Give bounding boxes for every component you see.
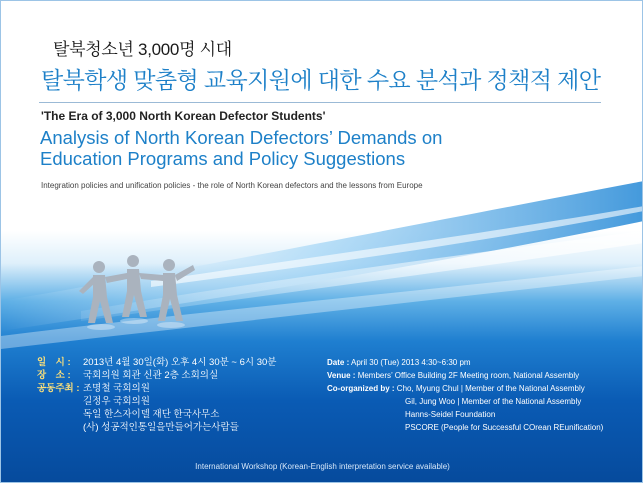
english-coorg-item: Gil, Jung Woo | Member of the National Assembly: [405, 397, 582, 406]
english-description: Integration policies and unification policies - the role of North Korean defectors and the lessons from Europe: [41, 181, 423, 190]
english-title-line1: Analysis of North Korean Defectors’ Demands on: [40, 127, 443, 148]
english-title-line2: Education Programs and Policy Suggestions: [40, 148, 406, 169]
korean-host-item: (사) 성공적인통일을만들어가는사람들: [83, 422, 239, 433]
korean-date-value: 2013년 4월 30일(화) 오후 4시 30분 ~ 6시 30분: [83, 357, 277, 368]
korean-host-item: 독일 한스자이델 재단 한국사무소: [83, 409, 220, 420]
korean-host-item: 조명철 국회의원: [83, 383, 150, 394]
people-holding-hands-icon: [71, 253, 201, 333]
korean-event-details: [37, 356, 276, 434]
korean-venue-label: 장 소 :: [37, 370, 71, 381]
english-coorg-item: PSCORE (People for Successful COrean REunification): [405, 423, 604, 432]
korean-hosts-label: 공동주최 :: [37, 383, 80, 394]
english-venue-label: Venue :: [327, 371, 356, 380]
footer-note: International Workshop (Korean-English interpretation service available): [195, 462, 450, 471]
korean-host-item: 길정우 국회의원: [83, 396, 150, 407]
korean-subtitle: 탈북청소년 3,000명 시대: [53, 40, 232, 59]
english-coorg-row: [327, 382, 603, 395]
korean-date-label: 일 시 :: [37, 357, 71, 368]
english-event-details: [327, 356, 603, 434]
english-coorg-item: Hanns-Seidel Foundation: [405, 410, 496, 419]
korean-hosts-row: [37, 382, 276, 395]
english-title: [40, 127, 560, 169]
english-era-subtitle: 'The Era of 3,000 North Korean Defector Students': [41, 109, 326, 123]
korean-title: 탈북학생 맞춤형 교육지원에 대한 수요 분석과 정책적 제안: [41, 67, 601, 93]
english-date-row: [327, 356, 603, 369]
divider: [39, 102, 601, 103]
korean-date-row: [37, 356, 276, 369]
english-date-value: April 30 (Tue) 2013 4:30~6:30 pm: [351, 358, 471, 367]
english-coorg-item: Cho, Myung Chul | Member of the National Assembly: [396, 384, 585, 393]
english-venue-value: Members’ Office Building 2F Meeting room, National Assembly: [357, 371, 580, 380]
english-date-label: Date :: [327, 358, 350, 367]
english-coorg-label: Co-organized by :: [327, 384, 395, 393]
korean-venue-value: 국회의원 회관 신관 2층 소회의실: [83, 370, 219, 381]
korean-venue-row: [37, 369, 276, 382]
english-venue-row: [327, 369, 603, 382]
